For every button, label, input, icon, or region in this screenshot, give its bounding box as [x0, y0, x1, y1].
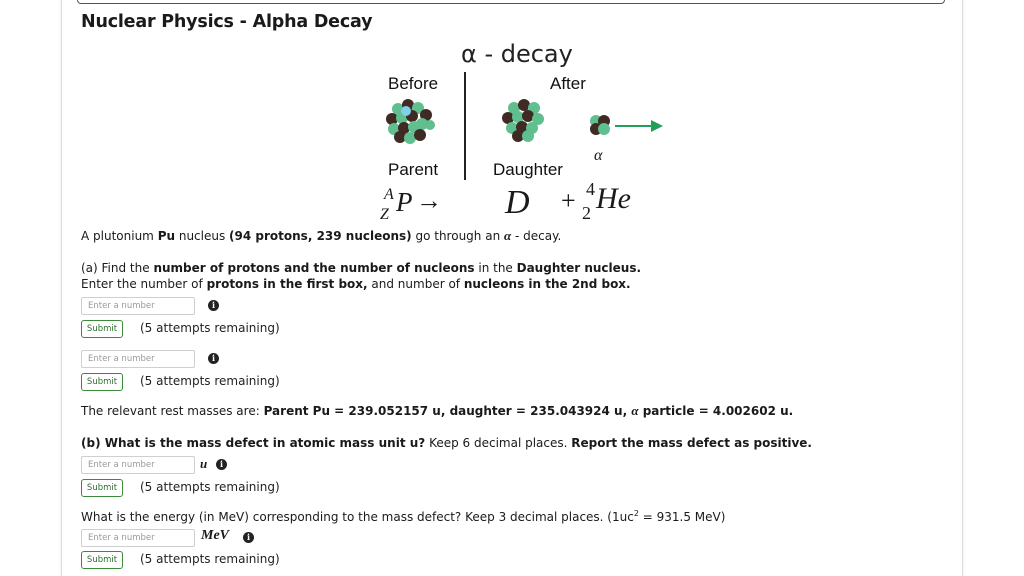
mass-defect-input[interactable] — [81, 456, 195, 474]
alpha-label: α — [594, 147, 603, 164]
attempts-remaining: (5 attempts remaining) — [140, 374, 280, 388]
attempts-remaining: (5 attempts remaining) — [140, 552, 280, 566]
parent-label: Parent — [388, 160, 439, 179]
energy-input[interactable] — [81, 529, 195, 547]
emission-arrow-icon — [615, 119, 665, 133]
attempts-remaining: (5 attempts remaining) — [140, 480, 280, 494]
eq-he-mass-number: 4 — [586, 179, 595, 199]
before-label: Before — [388, 74, 439, 93]
info-icon[interactable]: i — [208, 353, 219, 364]
eq-plus: + — [561, 186, 576, 215]
eq-atomic-number: Z — [380, 206, 389, 223]
after-label: After — [550, 74, 586, 93]
protons-input[interactable] — [81, 297, 195, 315]
submit-energy-button[interactable]: Submit — [81, 551, 123, 569]
unit-mev: MeV — [201, 528, 229, 543]
daughter-nucleus-icon — [500, 98, 550, 144]
submit-nucleons-button[interactable]: Submit — [81, 373, 123, 391]
page-title: Nuclear Physics - Alpha Decay — [81, 12, 373, 32]
eq-helium-symbol: He — [596, 182, 631, 215]
before-after-divider — [464, 72, 466, 180]
nucleons-input[interactable] — [81, 350, 195, 368]
energy-question: What is the energy (in MeV) corresponding to the mass defect? Keep 3 decimal places. ($1uc^2 = 931.5$ MeV) — [81, 509, 726, 524]
part-b-question: (b) What is the mass defect in atomic mass unit u? Keep 6 decimal places. Report the mass defect as positive. — [81, 436, 812, 450]
info-icon[interactable]: i — [208, 300, 219, 311]
part-a-question: (a) Find the number of protons and the number of nucleons in the Daughter nucleus. — [81, 261, 642, 275]
eq-mass-number: A — [384, 186, 394, 203]
alpha-decay-figure — [0, 0, 1024, 230]
submit-protons-button[interactable]: Submit — [81, 320, 123, 338]
submit-mass-defect-button[interactable]: Submit — [81, 479, 123, 497]
eq-parent-symbol: P — [396, 187, 413, 217]
parent-nucleus-icon — [384, 97, 438, 147]
info-icon[interactable]: i — [216, 459, 227, 470]
eq-arrow: → — [416, 186, 442, 215]
unit-u: u — [200, 456, 208, 471]
part-a-instructions: Enter the number of protons in the first box, and number of nucleons in the 2nd box. — [81, 277, 631, 291]
eq-daughter-symbol: D — [505, 184, 530, 221]
alpha-particle-icon — [587, 113, 613, 137]
daughter-label: Daughter — [493, 160, 563, 179]
info-icon[interactable]: i — [243, 532, 254, 543]
eq-he-atomic-number: 2 — [582, 203, 591, 223]
intro-text: A plutonium Pu nucleus (94 protons, 239 nucleons) go through an α - decay. — [81, 228, 562, 243]
rest-masses-text: The relevant rest masses are: Parent Pu = 239.052157 u, daughter = 235.043924 u, α particle = 4.002602 u. — [81, 403, 794, 418]
attempts-remaining: (5 attempts remaining) — [140, 321, 280, 335]
figure-heading: α - decay — [461, 40, 573, 68]
